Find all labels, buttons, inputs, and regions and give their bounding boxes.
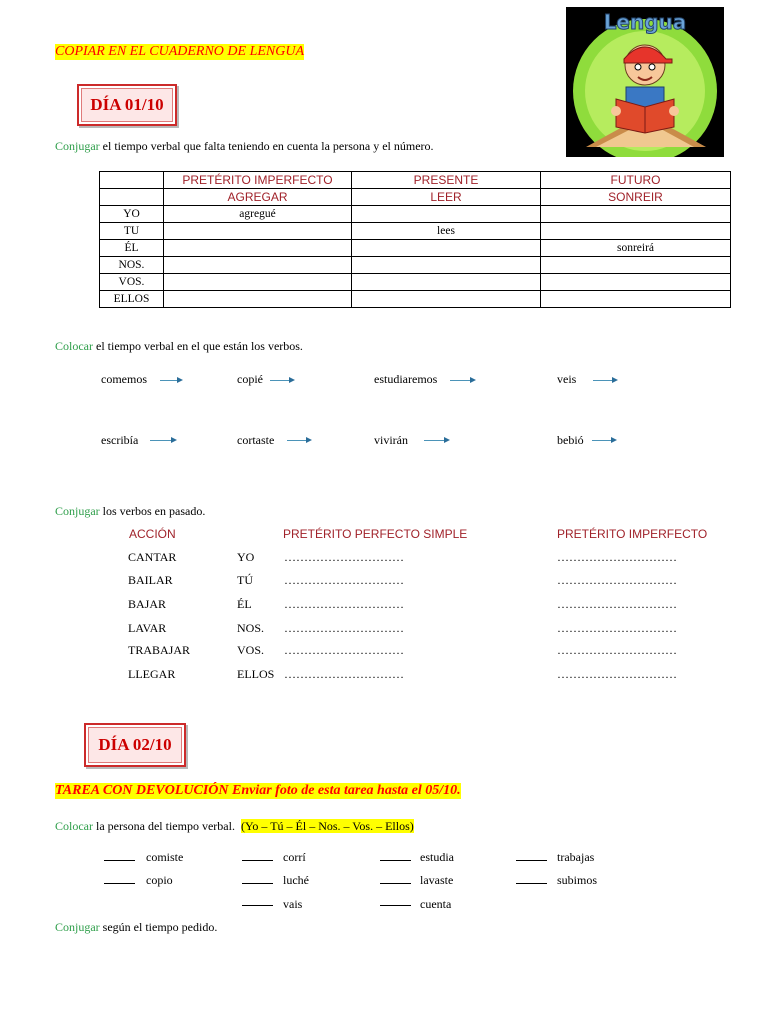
row-person: NOS. xyxy=(237,621,265,635)
verb-word: estudia xyxy=(420,850,454,864)
table-row xyxy=(100,223,731,240)
table-cell xyxy=(164,291,352,308)
row-person: YO xyxy=(237,550,255,564)
day2-ex1-instruction xyxy=(55,819,414,834)
table-header-tense: PRETÉRITO IMPERFECTO xyxy=(164,172,352,189)
dotted-blank: ………………………… xyxy=(557,550,677,564)
table-person: NOS. xyxy=(100,257,164,274)
day1-ex2-verb: Colocar xyxy=(55,339,93,353)
table-cell xyxy=(352,291,541,308)
table-cell xyxy=(541,274,731,291)
dotted-blank: ………………………… xyxy=(557,621,677,635)
table-header-verb: SONREIR xyxy=(541,189,731,206)
table-row xyxy=(100,291,731,308)
dotted-blank: ………………………… xyxy=(284,643,404,657)
verb-word: vivirán xyxy=(374,433,408,447)
answer-blank xyxy=(104,860,135,861)
persons-hint: (Yo – Tú – Él – Nos. – Vos. – Ellos) xyxy=(240,819,414,833)
dotted-blank: ………………………… xyxy=(284,597,404,611)
answer-blank xyxy=(380,883,411,884)
day2-ex1-verb: Colocar xyxy=(55,819,93,833)
verb-word: lavaste xyxy=(420,873,454,887)
answer-blank xyxy=(242,883,273,884)
dotted-blank: ………………………… xyxy=(284,621,404,635)
day1-ex1-text: el tiempo verbal que falta teniendo en cuenta la persona y el número. xyxy=(99,139,434,153)
day1-ex3-text: los verbos en pasado. xyxy=(99,504,206,518)
table-row xyxy=(100,257,731,274)
verb-word: comemos xyxy=(101,372,147,386)
table-cell xyxy=(541,257,731,274)
lengua-logo xyxy=(566,7,724,157)
table-cell xyxy=(541,291,731,308)
row-verb: LLEGAR xyxy=(128,667,176,681)
verb-word: copio xyxy=(146,873,173,887)
table-row xyxy=(100,206,731,223)
copy-instruction: COPIAR EN EL CUADERNO DE LENGUA xyxy=(55,44,305,59)
table-cell xyxy=(164,274,352,291)
table-cell xyxy=(352,206,541,223)
table-person: TU xyxy=(100,223,164,240)
table-cell xyxy=(164,223,352,240)
day1-ex1-verb: Conjugar xyxy=(55,139,100,153)
table-header-verb: LEER xyxy=(352,189,541,206)
table-row xyxy=(100,240,731,257)
arrow-right-icon xyxy=(593,380,613,381)
day1-ex2-instruction xyxy=(55,339,303,354)
table-person: VOS. xyxy=(100,274,164,291)
verb-word: bebió xyxy=(557,433,584,447)
table-cell xyxy=(352,257,541,274)
day2-ex2-text: según el tiempo pedido. xyxy=(99,920,218,934)
answer-blank xyxy=(516,860,547,861)
day1-ex2-text: el tiempo verbal en el que están los verbos. xyxy=(93,339,303,353)
column-header-perfect: PRETÉRITO PERFECTO SIMPLE xyxy=(283,527,468,541)
verb-word: copié xyxy=(237,372,263,386)
answer-blank xyxy=(516,883,547,884)
dotted-blank: ………………………… xyxy=(557,667,677,681)
table-cell xyxy=(352,274,541,291)
verb-word: estudiaremos xyxy=(374,372,438,386)
verb-word: comiste xyxy=(146,850,184,864)
table-person: ÉL xyxy=(100,240,164,257)
dotted-blank: ………………………… xyxy=(557,643,677,657)
arrow-right-icon xyxy=(424,440,445,441)
answer-blank xyxy=(380,905,411,906)
answer-blank xyxy=(104,883,135,884)
answer-blank xyxy=(380,860,411,861)
row-person: TÚ xyxy=(237,573,253,587)
day2-label: DÍA 02/10 xyxy=(98,735,172,754)
dotted-blank: ………………………… xyxy=(284,667,404,681)
table-row-tenses xyxy=(100,172,731,189)
conjugation-table xyxy=(99,171,731,308)
table-header-tense: FUTURO xyxy=(541,172,731,189)
table-cell xyxy=(164,240,352,257)
answer-blank xyxy=(242,905,273,906)
table-row-verbs xyxy=(100,189,731,206)
arrow-right-icon xyxy=(287,440,307,441)
row-verb: TRABAJAR xyxy=(128,643,191,657)
table-cell xyxy=(541,223,731,240)
table-cell: lees xyxy=(352,223,541,240)
verb-word: subimos xyxy=(557,873,598,887)
table-row xyxy=(100,274,731,291)
column-header-action: ACCIÓN xyxy=(129,527,176,541)
verb-word: vais xyxy=(283,897,303,911)
row-verb: LAVAR xyxy=(128,621,167,635)
dotted-blank: ………………………… xyxy=(557,597,677,611)
table-cell xyxy=(100,172,164,189)
arrow-right-icon xyxy=(270,380,290,381)
arrow-right-icon xyxy=(160,380,178,381)
verb-word: veis xyxy=(557,372,577,386)
row-verb: BAJAR xyxy=(128,597,167,611)
table-cell xyxy=(100,189,164,206)
arrow-right-icon xyxy=(450,380,471,381)
table-cell: agregué xyxy=(164,206,352,223)
dotted-blank: ………………………… xyxy=(557,573,677,587)
verb-word: luché xyxy=(283,873,309,887)
homework-task: TAREA CON DEVOLUCIÓN Enviar foto de esta tarea hasta el 05/10. xyxy=(55,783,461,798)
row-verb: BAILAR xyxy=(128,573,173,587)
dotted-blank: ………………………… xyxy=(284,573,404,587)
table-header-tense: PRESENTE xyxy=(352,172,541,189)
day2-ex2-verb: Conjugar xyxy=(55,920,100,934)
table-header-verb: AGREGAR xyxy=(164,189,352,206)
table-person: YO xyxy=(100,206,164,223)
table-cell: sonreirá xyxy=(541,240,731,257)
verb-word: cuenta xyxy=(420,897,452,911)
row-person: VOS. xyxy=(237,643,265,657)
day1-label: DÍA 01/10 xyxy=(90,95,164,114)
verb-word: cortaste xyxy=(237,433,275,447)
row-person: ELLOS xyxy=(237,667,275,681)
verb-word: escribía xyxy=(101,433,139,447)
day1-ex3-instruction xyxy=(55,504,205,519)
day1-label-box xyxy=(77,84,177,126)
verb-word: corrí xyxy=(283,850,306,864)
day2-ex1-text: la persona del tiempo verbal. xyxy=(93,819,235,833)
answer-blank xyxy=(242,860,273,861)
table-cell xyxy=(352,240,541,257)
column-header-imperfect: PRETÉRITO IMPERFECTO xyxy=(557,527,708,541)
arrow-right-icon xyxy=(592,440,612,441)
verb-word: trabajas xyxy=(557,850,595,864)
arrow-right-icon xyxy=(150,440,172,441)
day2-label-box xyxy=(84,723,186,767)
table-cell xyxy=(541,206,731,223)
table-cell xyxy=(164,257,352,274)
table-person: ELLOS xyxy=(100,291,164,308)
day2-ex2-instruction xyxy=(55,920,217,935)
day1-ex1-instruction xyxy=(55,139,434,154)
day1-ex3-verb: Conjugar xyxy=(55,504,100,518)
logo-title: Lengua xyxy=(603,10,687,34)
dotted-blank: ………………………… xyxy=(284,550,404,564)
row-verb: CANTAR xyxy=(128,550,177,564)
row-person: ÉL xyxy=(237,597,252,611)
